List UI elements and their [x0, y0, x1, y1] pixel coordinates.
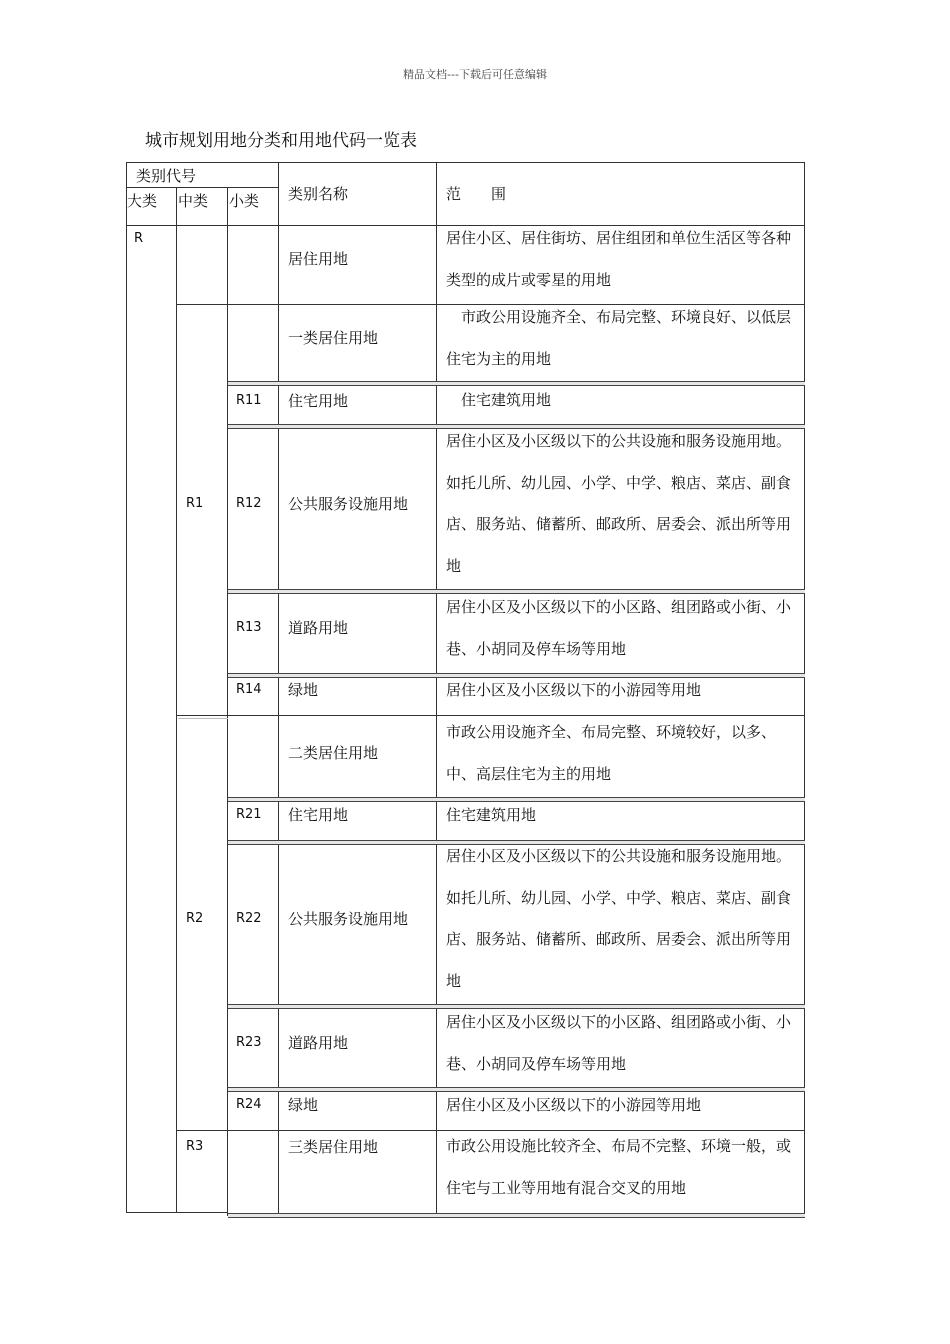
row-scope: 居住小区及小区级以下的小区路、组团路或小街、小巷、小胡同及停车场等用地: [446, 1013, 792, 1073]
row-name: 公共服务设施用地: [288, 910, 409, 928]
row-name: 公共服务设施用地: [288, 495, 409, 513]
row-name: 三类居住用地: [288, 1138, 379, 1156]
row-name: 住宅用地: [288, 806, 349, 824]
row-name: 绿地: [288, 1096, 319, 1114]
major-code: R: [134, 231, 144, 246]
minor-code: R14: [236, 682, 262, 697]
row-name: 绿地: [288, 681, 319, 699]
medium-code: R2: [186, 911, 204, 926]
minor-code: R11: [236, 393, 262, 408]
row-scope: 住宅建筑用地: [446, 806, 537, 824]
header-major: 大类: [127, 192, 158, 210]
row-name: 住宅用地: [288, 392, 349, 410]
row-name: 一类居住用地: [288, 329, 379, 347]
row-scope: 居住小区及小区级以下的公共设施和服务设施用地。如托儿所、幼儿园、小学、中学、粮店、菜店、副食店、服务站、储蓄所、邮政所、居委会、派出所等用地: [446, 432, 792, 575]
minor-code: R21: [236, 807, 262, 822]
page-header-note: 精品文档---下载后可任意编辑: [403, 68, 547, 81]
row-scope: 市政公用设施齐全、布局完整、环境较好，以多、中、高层住宅为主的用地: [446, 723, 777, 783]
row-name: 二类居住用地: [288, 744, 379, 762]
medium-code: R1: [186, 496, 204, 511]
row-scope: 居住小区、居住街坊、居住组团和单位生活区等各种类型的成片或零星的用地: [446, 229, 792, 289]
header-category-code: 类别代号: [136, 167, 197, 185]
medium-code: R3: [186, 1139, 204, 1154]
row-scope: 居住小区及小区级以下的小游园等用地: [446, 681, 702, 699]
minor-code: R13: [236, 620, 262, 635]
minor-code: R12: [236, 496, 262, 511]
header-minor: 小类: [229, 192, 260, 210]
row-scope: 居住小区及小区级以下的公共设施和服务设施用地。如托儿所、幼儿园、小学、中学、粮店、菜店、副食店、服务站、储蓄所、邮政所、居委会、派出所等用地: [446, 847, 792, 990]
row-scope: 居住小区及小区级以下的小游园等用地: [446, 1096, 702, 1114]
minor-code: R23: [236, 1035, 262, 1050]
row-name: 居住用地: [288, 250, 349, 268]
row-scope: 住宅建筑用地: [446, 391, 552, 409]
row-name: 道路用地: [288, 619, 349, 637]
document-title: 城市规划用地分类和用地代码一览表: [145, 131, 417, 151]
row-name: 道路用地: [288, 1034, 349, 1052]
header-name: 类别名称: [288, 185, 349, 203]
minor-code: R22: [236, 911, 262, 926]
row-scope: 市政公用设施齐全、布局完整、环境良好、以低层住宅为主的用地: [446, 308, 792, 368]
header-medium: 中类: [178, 192, 209, 210]
row-scope: 居住小区及小区级以下的小区路、组团路或小街、小巷、小胡同及停车场等用地: [446, 598, 792, 658]
header-scope: 范 围: [446, 185, 507, 203]
row-scope: 市政公用设施比较齐全、布局不完整、环境一般，或住宅与工业等用地有混合交叉的用地: [446, 1137, 792, 1197]
minor-code: R24: [236, 1097, 262, 1112]
